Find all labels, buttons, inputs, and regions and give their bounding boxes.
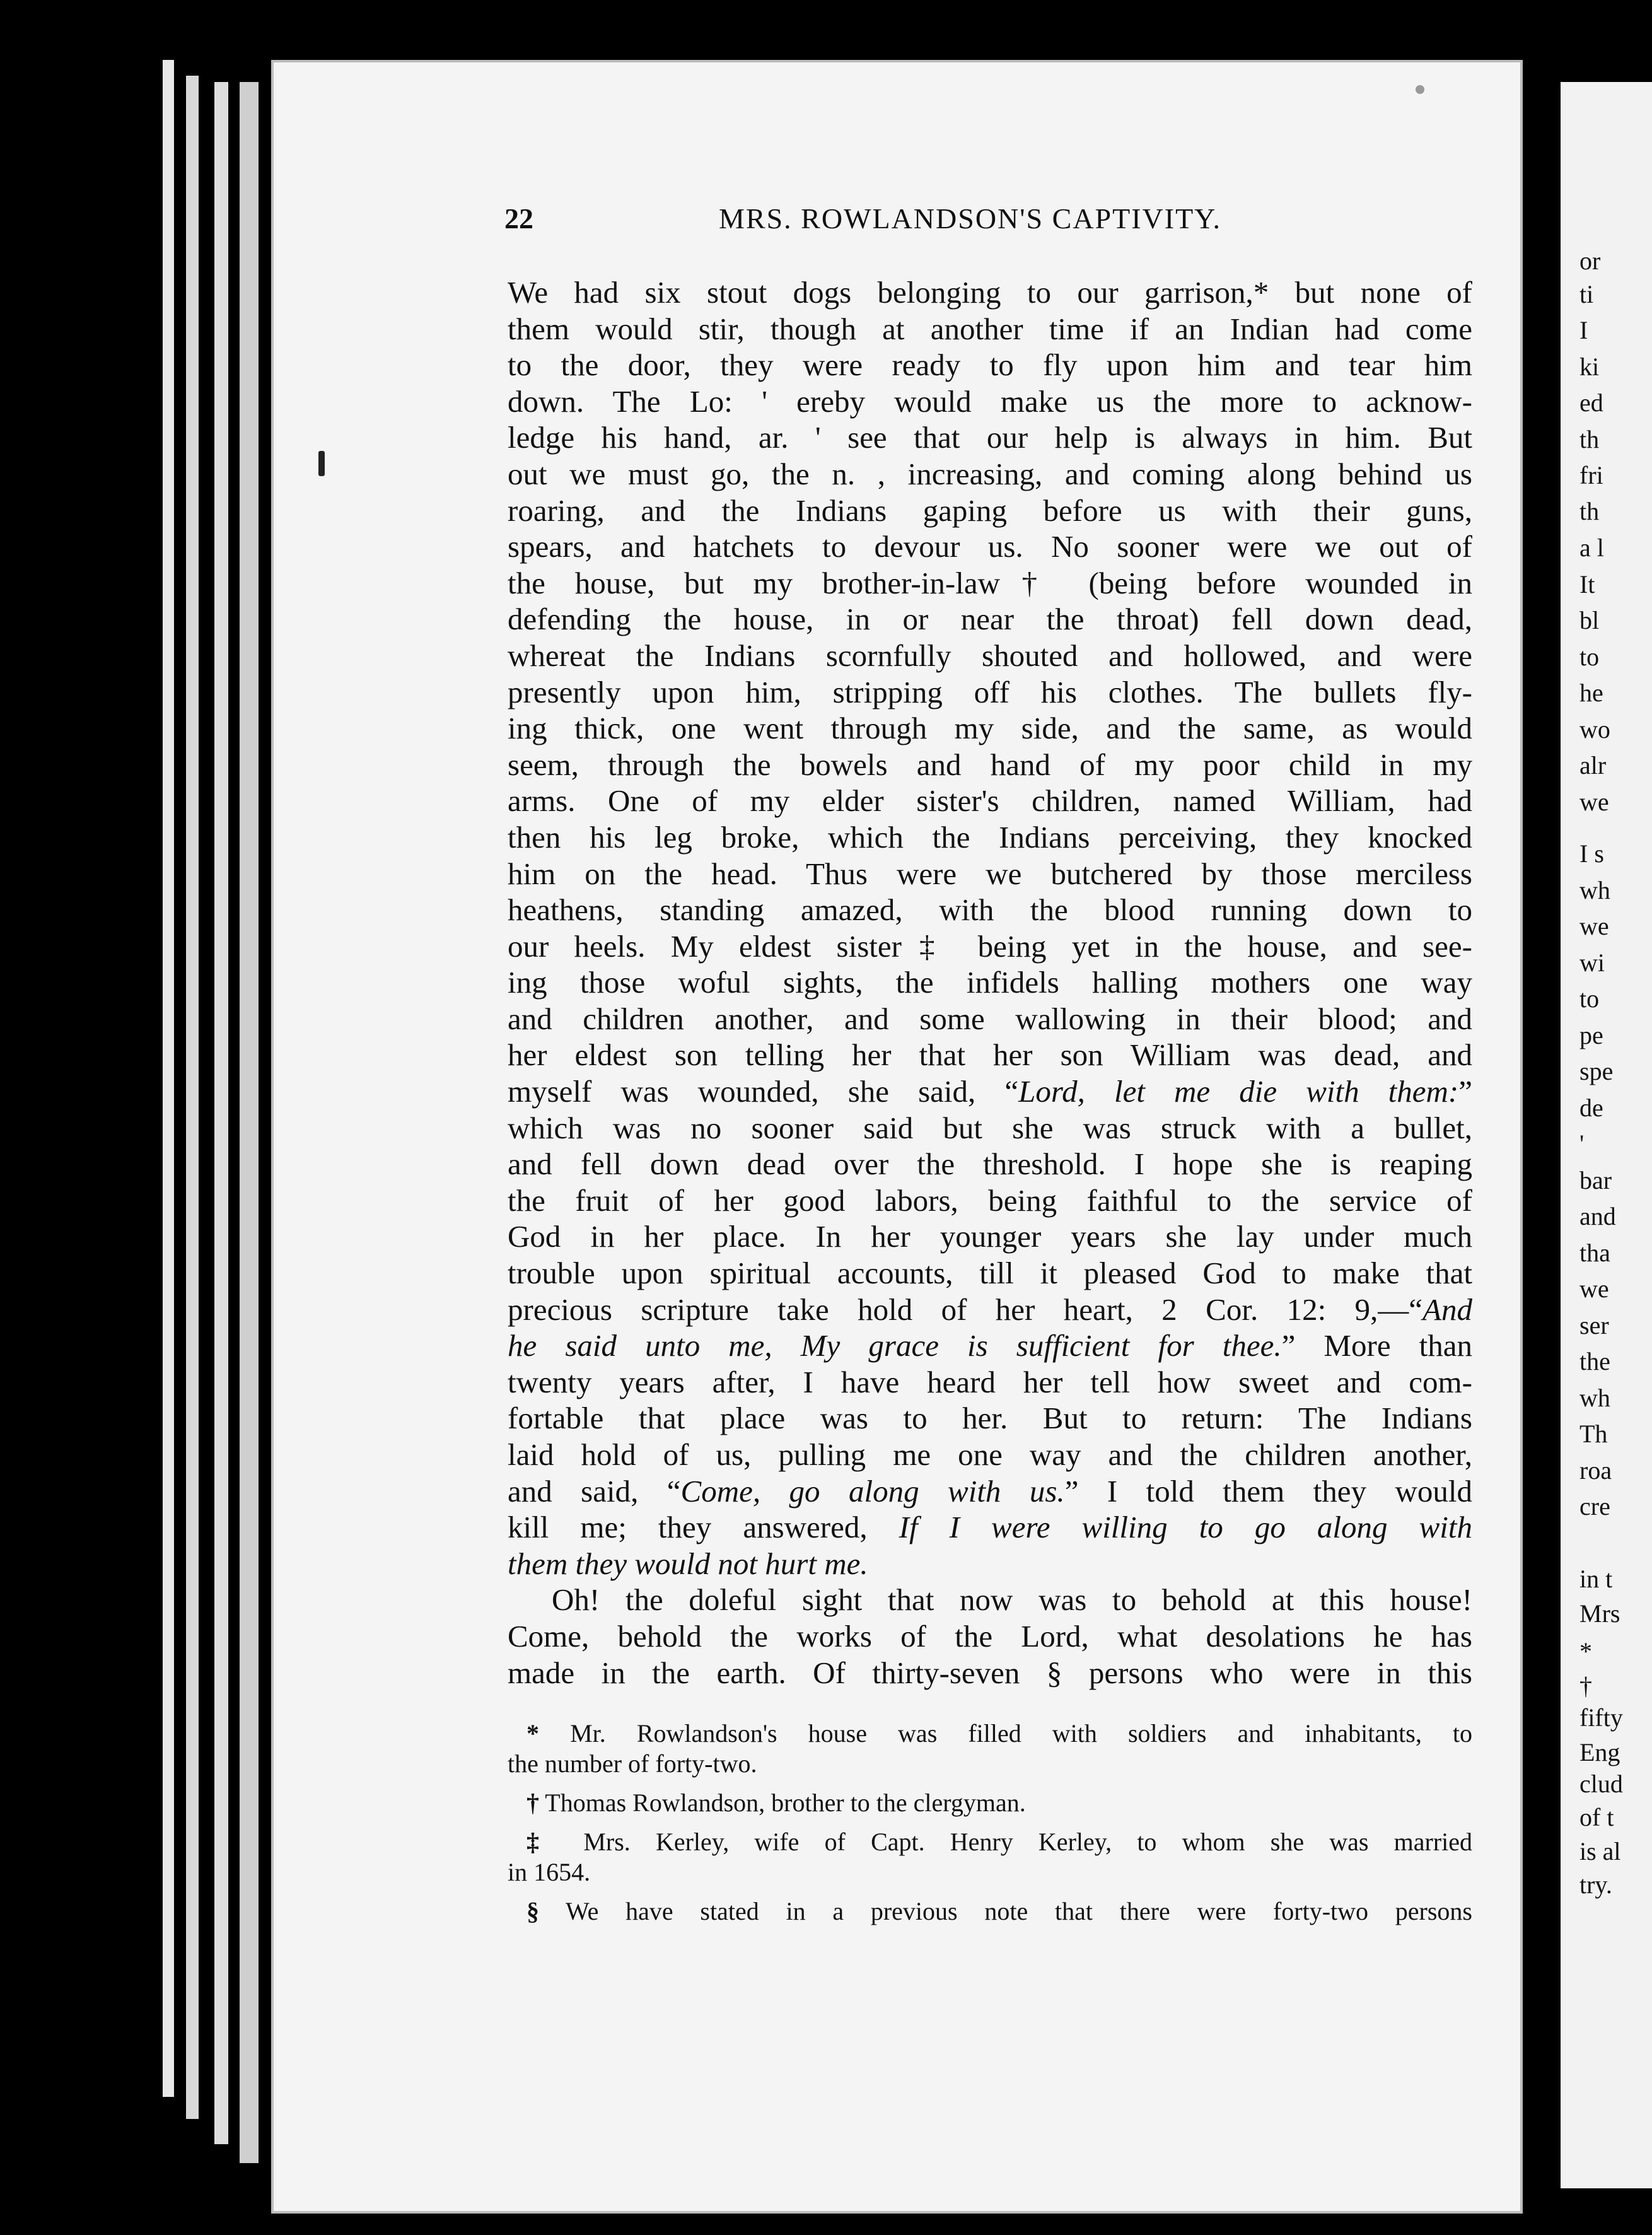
text-line: whereat the Indians scornfully shouted and hollowed, and were (508, 638, 1472, 673)
facing-page-text: to (1579, 643, 1600, 671)
facing-page-text: is al (1579, 1837, 1621, 1865)
facing-page-text: try. (1579, 1870, 1612, 1899)
facing-page-fragment (1561, 82, 1652, 2188)
facing-page-text: we (1579, 912, 1609, 940)
facing-page-text: bl (1579, 606, 1600, 634)
italic-quote: My grace is sufficient for thee. (800, 1328, 1282, 1363)
text-line: them would stir, though at another time if an Indian had come (508, 311, 1472, 346)
facing-page-text: ser (1579, 1311, 1609, 1339)
text-line: made in the earth. Of thirty-seven § persons who were in this (508, 1655, 1472, 1690)
footnotes (508, 1719, 1472, 1935)
text-line-mixed: and said, “Come, go along with us.” I told them they would (508, 1473, 1472, 1508)
text-line-mixed: kill me; they answered, If I were willing to go along with (508, 1510, 1472, 1545)
text-line: him on the head. Thus were we butchered by those merciless (508, 856, 1472, 891)
facing-page-text: and (1579, 1202, 1616, 1230)
facing-page-text: tha (1579, 1239, 1610, 1267)
text-line: ledge his hand, ar. ' see that our help is always in him. But (508, 420, 1472, 455)
text-line-mixed: he said unto me, My grace is sufficient for thee.” More than (508, 1328, 1472, 1363)
text-line: presently upon him, stripping off his clothes. The bullets fly- (508, 674, 1472, 709)
facing-page-text: he (1579, 679, 1603, 707)
facing-page-text: fri (1579, 461, 1603, 489)
text-line: the fruit of her good labors, being faithful to the service of (508, 1182, 1472, 1218)
body-text (508, 274, 1472, 1691)
text-line: and fell down dead over the threshold. I hope she is reaping (508, 1147, 1472, 1182)
italic-quote: And (1422, 1292, 1472, 1327)
facing-page-text: alr (1579, 751, 1607, 779)
facing-page-text: ed (1579, 388, 1603, 417)
text-line: twenty years after, I have heard her tell how sweet and com- (508, 1364, 1472, 1399)
text-line: which was no sooner said but she was struck with a bullet, (508, 1110, 1472, 1145)
facing-page-text: Eng (1579, 1738, 1620, 1766)
text-line: down. The Lo: ' ereby would make us the more to acknow- (508, 383, 1472, 419)
ink-speck (318, 451, 325, 476)
italic-quote: Come, go along with us. (680, 1473, 1065, 1508)
facing-page-text: clud (1579, 1770, 1623, 1798)
facing-page-text: in t (1579, 1565, 1613, 1593)
page-header (504, 202, 1267, 252)
text-line: laid hold of us, pulling me one way and the children another, (508, 1437, 1472, 1472)
italic-quote: Lord, let me die with them: (1018, 1074, 1459, 1109)
facing-page-text: de (1579, 1094, 1603, 1122)
facing-page-text: pe (1579, 1021, 1603, 1049)
text-line: Oh! the doleful sight that now was to behold at this house! (552, 1582, 1472, 1618)
facing-page-text: wh (1579, 876, 1610, 904)
facing-page-text: to (1579, 984, 1600, 1013)
facing-page-text: the (1579, 1347, 1610, 1375)
page-edge-4 (240, 82, 259, 2163)
facing-page-text: It (1579, 570, 1595, 598)
facing-page-text: bar (1579, 1166, 1612, 1194)
footnote: * Mr. Rowlandson's house was filled with soldiers and inhabitants, to the number of forty-two. (508, 1719, 1472, 1778)
facing-page-text: spe (1579, 1057, 1614, 1085)
running-head: MRS. ROWLANDSON'S CAPTIVITY. (719, 202, 1221, 235)
text-line: roaring, and the Indians gaping before us with their guns, (508, 493, 1472, 528)
footnote: † Thomas Rowlandson, brother to the clergyman. (526, 1789, 1026, 1817)
ink-speck (1416, 85, 1424, 94)
text-line: and children another, and some wallowing in their blood; and (508, 1001, 1472, 1036)
footnote: § We have stated in a previous note that there were forty-two persons (526, 1897, 1472, 1925)
facing-page-text: I s (1579, 839, 1604, 868)
facing-page-text: th (1579, 497, 1600, 525)
text-line: trouble upon spiritual accounts, till it pleased God to make that (508, 1256, 1472, 1291)
text-line: arms. One of my elder sister's children, named William, had (508, 783, 1472, 819)
text-line: defending the house, in or near the throat) fell down dead, (508, 602, 1472, 637)
facing-page-text: a l (1579, 534, 1604, 562)
text-line: ing those woful sights, the infidels halling mothers one way (508, 965, 1472, 1000)
page-edge-2 (186, 76, 199, 2119)
text-line: her eldest son telling her that her son William was dead, and (508, 1037, 1472, 1073)
text-line: We had six stout dogs belonging to our garrison,* but none of (508, 275, 1472, 310)
facing-page-text: roa (1579, 1456, 1612, 1485)
text-line-mixed: myself was wounded, she said, “Lord, let me die with them:” (508, 1074, 1472, 1109)
page-edge-1 (163, 60, 174, 2097)
text-line: out we must go, the n. , increasing, and coming along behind us (508, 456, 1472, 491)
footnote: ‡ Mrs. Kerley, wife of Capt. Henry Kerley, to whom she was married in 1654. (508, 1828, 1472, 1886)
text-line: fortable that place was to her. But to return: The Indians (508, 1401, 1472, 1436)
text-line-mixed: precious scripture take hold of her heart, 2 Cor. 12: 9,—“And (508, 1292, 1472, 1327)
facing-page-text: fifty (1579, 1703, 1623, 1732)
facing-page-text: Th (1579, 1420, 1608, 1448)
facing-page-text: of t (1579, 1803, 1614, 1831)
footnote-mark: § (526, 1897, 539, 1925)
facing-page-text: ' (1579, 1129, 1585, 1158)
text-line: to the door, they were ready to fly upon him and tear him (508, 347, 1472, 383)
page-edge-3 (214, 82, 228, 2144)
text-line: then his leg broke, which the Indians perceiving, they knocked (508, 819, 1472, 855)
footnote-mark: * (526, 1719, 539, 1748)
text-line: the house, but my brother-in-law† (being before wounded in (508, 565, 1472, 600)
italic-quote: he said unto me, (508, 1328, 772, 1363)
facing-page-text: wi (1579, 948, 1605, 977)
facing-page-text: cre (1579, 1492, 1610, 1520)
facing-page-text: I (1579, 316, 1588, 344)
facing-page-text: ki (1579, 353, 1600, 381)
text-line: Come, behold the works of the Lord, what desolations he has (508, 1618, 1472, 1654)
text-line: spears, and hatchets to devour us. No sooner were we out of (508, 529, 1472, 564)
facing-page-text: wo (1579, 715, 1610, 744)
text-line: heathens, standing amazed, with the blood running down to (508, 892, 1472, 928)
facing-page-text: th (1579, 425, 1600, 453)
facing-page-text: wh (1579, 1384, 1610, 1412)
facing-page-text: we (1579, 1275, 1609, 1303)
text-line: them they would not hurt me. (508, 1546, 868, 1581)
text-line: seem, through the bowels and hand of my poor child in my (508, 747, 1472, 782)
facing-page-text: or (1579, 247, 1601, 275)
footnote-mark: † (526, 1789, 539, 1817)
footnote-mark: ‡ (526, 1828, 559, 1856)
page-number: 22 (504, 202, 533, 235)
facing-page-text: we (1579, 788, 1609, 816)
italic-quote: If I were willing to go along with (899, 1510, 1472, 1545)
facing-page-text: * (1579, 1637, 1592, 1666)
facing-page-text: ti (1579, 280, 1594, 308)
facing-page-text: † (1579, 1672, 1592, 1700)
text-line: our heels. My eldest sister‡ being yet in the house, and see- (508, 928, 1472, 964)
text-line: ing thick, one went through my side, and the same, as would (508, 711, 1472, 746)
text-line: God in her place. In her younger years she lay under much (508, 1219, 1472, 1254)
facing-page-text: Mrs (1579, 1599, 1620, 1628)
